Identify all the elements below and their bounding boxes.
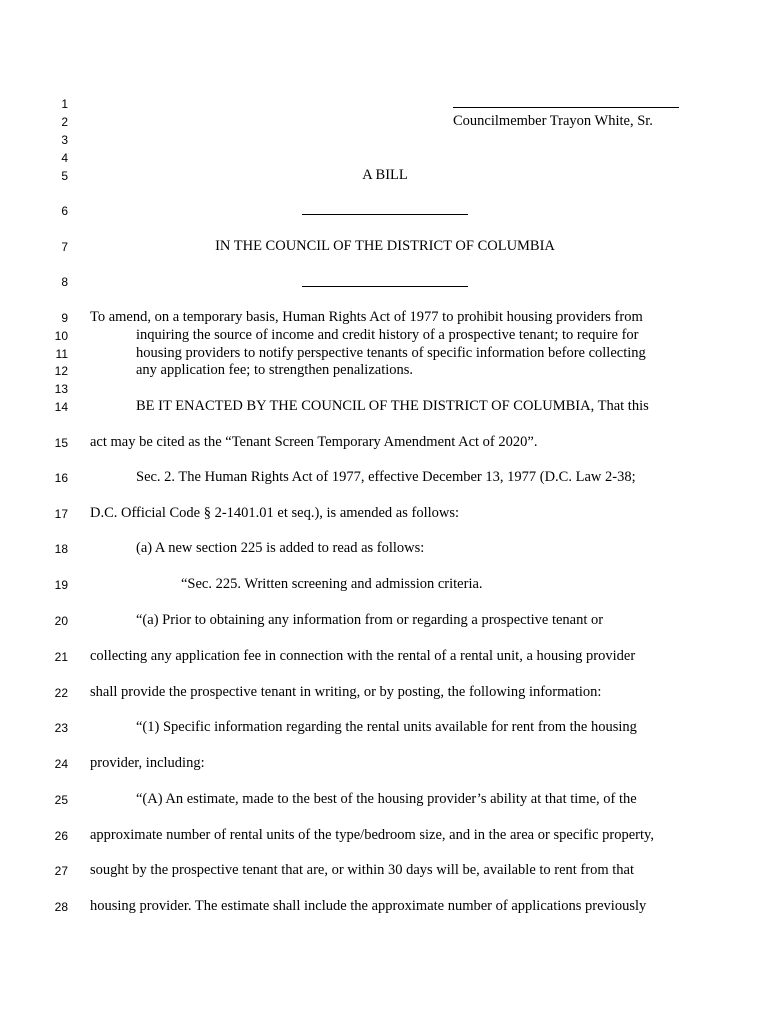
line-number: 5 bbox=[61, 169, 68, 183]
body-text: (a) A new section 225 is added to read as follows: bbox=[136, 540, 425, 556]
line-number: 8 bbox=[61, 275, 68, 289]
line-number: 12 bbox=[54, 364, 68, 378]
line-number: 18 bbox=[54, 542, 68, 556]
body-text: housing provider. The estimate shall include the approximate number of applications previously bbox=[90, 898, 647, 914]
body-text: shall provide the prospective tenant in writing, or by posting, the following information: bbox=[90, 684, 602, 700]
sponsor-name: Councilmember Trayon White, Sr. bbox=[453, 113, 653, 129]
council-heading: IN THE COUNCIL OF THE DISTRICT OF COLUMBIA bbox=[215, 238, 555, 254]
body-text: “(1) Specific information regarding the rental units available for rent from the housing bbox=[136, 719, 637, 735]
line-number: 10 bbox=[54, 329, 68, 343]
line-number: 15 bbox=[54, 436, 68, 450]
body-text: D.C. Official Code § 2-1401.01 et seq.), is amended as follows: bbox=[90, 505, 460, 521]
title-divider-bottom bbox=[302, 286, 468, 287]
line-number: 26 bbox=[54, 829, 68, 843]
body-text: act may be cited as the “Tenant Screen Temporary Amendment Act of 2020”. bbox=[90, 434, 538, 450]
line-number: 9 bbox=[61, 311, 68, 325]
purpose-text: any application fee; to strengthen penalizations. bbox=[136, 362, 414, 378]
line-number: 6 bbox=[61, 204, 68, 218]
line-number: 24 bbox=[54, 757, 68, 771]
line-number: 21 bbox=[54, 650, 68, 664]
body-text: collecting any application fee in connection with the rental of a rental unit, a housing provider bbox=[90, 648, 636, 664]
line-number: 4 bbox=[61, 151, 68, 165]
body-text: sought by the prospective tenant that are, or within 30 days will be, available to rent from that bbox=[90, 862, 635, 878]
line-number: 14 bbox=[54, 400, 68, 414]
bill-title: A BILL bbox=[362, 167, 408, 183]
signature-line bbox=[453, 107, 679, 108]
title-divider-top bbox=[302, 214, 468, 215]
line-number: 17 bbox=[54, 507, 68, 521]
line-number: 25 bbox=[54, 793, 68, 807]
line-number: 20 bbox=[54, 614, 68, 628]
body-text: “(a) Prior to obtaining any information from or regarding a prospective tenant or bbox=[136, 612, 604, 628]
line-number: 23 bbox=[54, 721, 68, 735]
section-heading: Sec. 2. The Human Rights Act of 1977, effective December 13, 1977 (D.C. Law 2-38; bbox=[136, 469, 636, 485]
line-number: 1 bbox=[61, 97, 68, 111]
purpose-text: housing providers to notify perspective tenants of specific information before collecting bbox=[136, 345, 646, 361]
line-number: 16 bbox=[54, 471, 68, 485]
line-number: 19 bbox=[54, 578, 68, 592]
enacting-clause: BE IT ENACTED BY THE COUNCIL OF THE DISTRICT OF COLUMBIA, That this bbox=[136, 398, 649, 414]
body-text: “Sec. 225. Written screening and admission criteria. bbox=[181, 576, 483, 592]
line-number: 22 bbox=[54, 686, 68, 700]
line-number: 3 bbox=[61, 133, 68, 147]
line-number: 28 bbox=[54, 900, 68, 914]
body-text: approximate number of rental units of the type/bedroom size, and in the area or specific property, bbox=[90, 827, 654, 843]
line-number: 13 bbox=[54, 382, 68, 396]
line-number: 2 bbox=[61, 115, 68, 129]
line-number: 11 bbox=[55, 347, 68, 361]
purpose-text: inquiring the source of income and credit history of a prospective tenant; to require for bbox=[136, 327, 639, 343]
body-text: provider, including: bbox=[90, 755, 205, 771]
purpose-text: To amend, on a temporary basis, Human Rights Act of 1977 to prohibit housing providers from bbox=[90, 309, 643, 325]
line-number: 27 bbox=[54, 864, 68, 878]
body-text: “(A) An estimate, made to the best of the housing provider’s ability at that time, of the bbox=[136, 791, 637, 807]
line-number: 7 bbox=[61, 240, 68, 254]
